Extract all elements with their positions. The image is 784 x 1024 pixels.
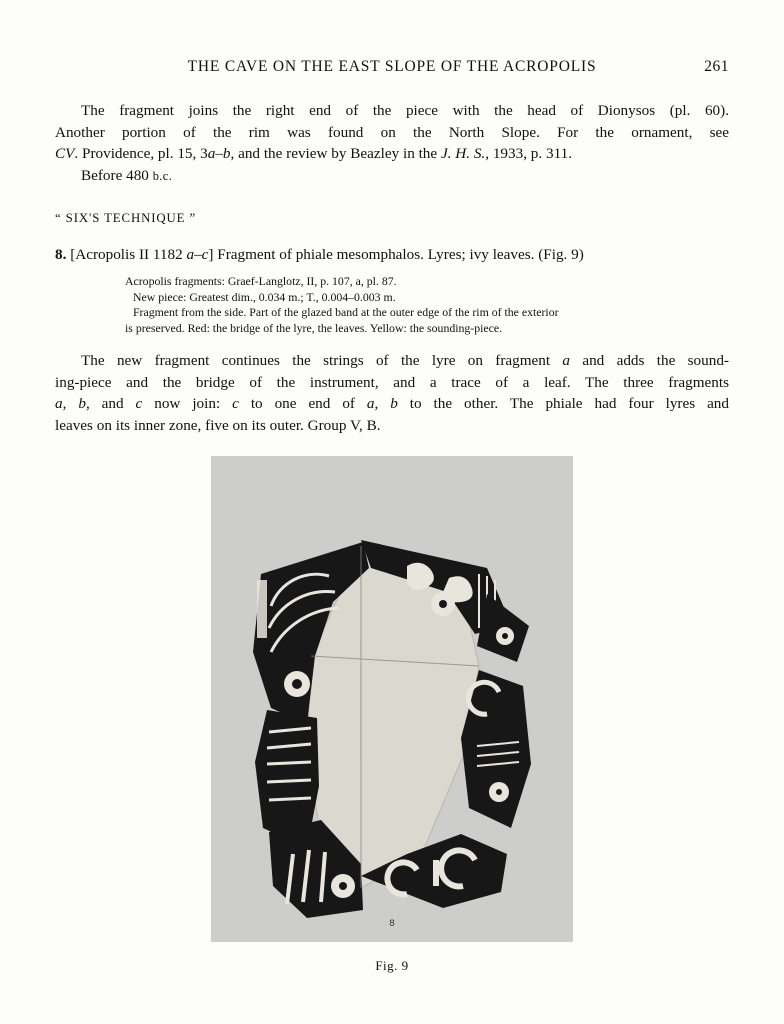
- date-era: b.c.: [152, 168, 173, 183]
- citation-jhs: J. H. S.: [440, 145, 486, 162]
- paragraph-line-text: Another portion of the rim was found on the North Slope. For the ornament, see: [55, 123, 729, 141]
- paragraph-line-text: . Providence, pl. 15, 3: [74, 145, 208, 162]
- fragment-label-c: c: [232, 395, 239, 413]
- entry-number: 8.: [55, 246, 67, 263]
- figure-caption: Fig. 9: [375, 958, 409, 974]
- figure-9: [55, 456, 729, 974]
- paragraph-line-text: The new fragment continues the strings of the lyre on fragment: [81, 352, 551, 370]
- fragment-label-b: b: [78, 395, 86, 413]
- paragraph-line: [55, 122, 729, 144]
- running-title: THE CAVE ON THE EAST SLOPE OF THE ACROPOLIS: [187, 58, 597, 75]
- paragraph-line-text: ,: [62, 395, 79, 413]
- page-number: 261: [704, 58, 729, 75]
- paragraph-line: [55, 372, 729, 394]
- reference-line: New piece: Greatest dim., 0.034 m.; T., 0.004–0.003 m.: [133, 289, 396, 304]
- reference-line: Fragment from the side. Part of the glazed band at the outer edge of the rim of the exterior: [133, 305, 559, 320]
- photograph-of-phiale-fragments: [211, 456, 573, 942]
- fragment-label-b: b: [390, 395, 398, 413]
- paragraph-line: [55, 393, 729, 415]
- paragraph-description: [55, 350, 729, 436]
- fragment-label-a: a: [562, 352, 571, 370]
- paragraph-line: [55, 100, 729, 122]
- fragment-label-c: c: [135, 395, 143, 413]
- section-heading-sixs-technique: “ SIX'S TECHNIQUE ”: [55, 211, 197, 225]
- paragraph-line-text: to the other. The phiale had four lyres and: [397, 395, 729, 413]
- catalogue-entry-8: [55, 244, 729, 265]
- reference-line: Acropolis fragments: Graef-Langlotz, II, p. 107, a, pl. 87.: [125, 274, 397, 288]
- paragraph-date: [55, 165, 729, 188]
- entry-text: [Acropolis II 1182: [70, 246, 187, 263]
- fragment-label-a: a: [55, 395, 63, 413]
- paragraph-line: [55, 143, 729, 165]
- citation-cv: CV: [55, 145, 75, 162]
- paragraph-fragment-joins: [55, 100, 729, 165]
- paragraph-line-text: , and: [85, 395, 136, 413]
- entry-subrefs: a–c: [186, 246, 209, 263]
- plate-subrefs: a–b: [207, 145, 231, 162]
- fragment-label-a: a: [366, 395, 375, 413]
- paragraph-line: [55, 350, 729, 372]
- paragraph-line-text: The fragment joins the right end of the piece with the head of Dionysos (pl. 60).: [81, 102, 729, 119]
- inventory-mark: 8: [389, 919, 395, 930]
- date-text: Before 480: [81, 166, 153, 184]
- paragraph-line-text: ing-piece and the bridge of the instrument, and a trace of a leaf. The three fragments: [55, 373, 729, 391]
- paragraph-line-text: now join:: [142, 395, 233, 413]
- reference-line: is preserved. Red: the bridge of the lyre, the leaves. Yellow: the sounding-piece.: [125, 320, 503, 335]
- paragraph-line-text: , and the review by Beazley in the: [230, 145, 441, 162]
- paragraph-line-text: leaves on its inner zone, five on its outer. Group V, B.: [55, 416, 381, 434]
- paragraph-line-text: and adds the sound-: [582, 352, 729, 370]
- page-content: [55, 58, 729, 974]
- entry-references: [125, 274, 699, 336]
- paragraph-line-text: to one end of: [238, 395, 367, 413]
- sherd-illustration: [211, 456, 573, 942]
- paragraph-line-text: ,: [374, 395, 391, 413]
- paragraph-line-text: , 1933, p. 311.: [485, 145, 572, 162]
- running-head: [55, 58, 729, 80]
- entry-text: ] Fragment of phiale mesomphalos. Lyres; ivy leaves. (Fig. 9): [208, 246, 584, 263]
- paragraph-line: [55, 415, 729, 437]
